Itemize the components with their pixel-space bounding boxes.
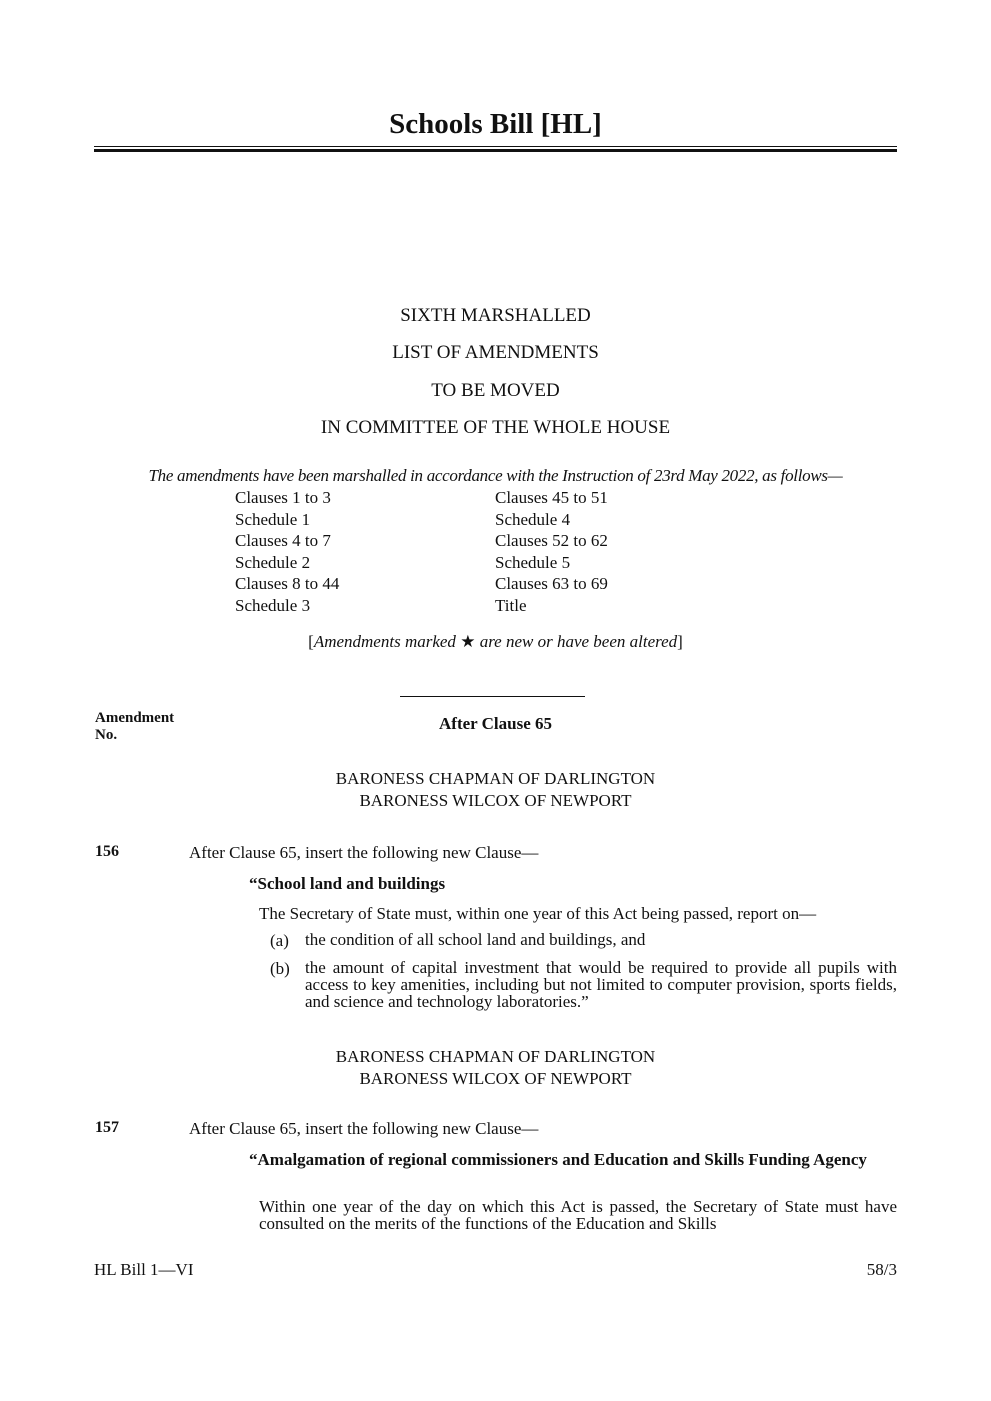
title-rule-thick [94, 149, 897, 152]
schedule-item: Schedule 5 [495, 552, 571, 572]
schedule-item: Schedule 1 [235, 509, 311, 529]
paragraph-label: (a) [270, 931, 289, 950]
paragraph-text: the amount of capital investment that would be required to provide all pupils with access to key amenities, including but not limited to computer provision, sports fields, and science and technology laboratories.” [305, 958, 897, 1011]
amendment-number: 156 [95, 843, 119, 860]
heading-line-4: IN COMMITTEE OF THE WHOLE HOUSE [320, 417, 671, 438]
heading-line-3: TO BE MOVED [431, 380, 560, 401]
new-clause-title: “Amalgamation of regional commissioners and Education and Skills Funding Agency [249, 1150, 867, 1169]
document-title: Schools Bill [HL] [389, 108, 602, 140]
schedule-item: Schedule 4 [495, 509, 571, 529]
schedule-list-left [235, 487, 339, 616]
new-clause-body: The Secretary of State must, within one year of this Act being passed, report on— [259, 904, 817, 923]
schedule-item: Schedule 3 [235, 595, 311, 615]
amendment-number: 157 [95, 1119, 119, 1136]
schedule-list-right [495, 487, 608, 616]
title-rule-thin [94, 146, 897, 147]
schedule-item: Clauses 45 to 51 [495, 488, 608, 507]
schedule-item: Clauses 52 to 62 [495, 531, 608, 550]
star-icon: ★ [460, 632, 476, 651]
schedule-item: Title [495, 595, 527, 615]
heading-line-2: LIST OF AMENDMENTS [392, 342, 599, 363]
page-reference: 58/3 [866, 1260, 897, 1279]
amendment-instruction: After Clause 65, insert the following new Clause— [189, 843, 539, 862]
sponsor-block: BARONESS CHAPMAN OF DARLINGTON BARONESS WILCOX OF NEWPORT [335, 1047, 656, 1088]
heading-line-1: SIXTH MARSHALLED [400, 305, 591, 326]
schedule-item: Clauses 4 to 7 [235, 531, 331, 550]
schedule-item: Clauses 63 to 69 [495, 574, 608, 593]
bill-reference: HL Bill 1—VI [94, 1260, 194, 1279]
amendment-number-column-label: Amendment No. [95, 710, 175, 743]
paragraph-label: (b) [270, 959, 290, 978]
section-divider [400, 696, 585, 697]
section-heading: After Clause 65 [439, 714, 552, 733]
new-clause-body: Within one year of the day on which this Act is passed, the Secretary of State must have consulted on the merits of the functions of the Education and Skills [259, 1197, 897, 1233]
schedule-item: Clauses 8 to 44 [235, 574, 340, 593]
amendment-instruction: After Clause 65, insert the following new Clause— [189, 1119, 539, 1138]
schedule-item: Schedule 2 [235, 552, 311, 572]
new-clause-title: “School land and buildings [249, 874, 446, 893]
paragraph-text: the condition of all school land and buildings, and [305, 930, 646, 949]
marshalling-intro: The amendments have been marshalled in accordance with the Instruction of 23rd May 2022, as follows— [148, 466, 843, 485]
amendment-note: [Amendments marked ★ are new or have been altered] [308, 632, 683, 651]
sponsor-block: BARONESS CHAPMAN OF DARLINGTON BARONESS WILCOX OF NEWPORT [335, 769, 656, 810]
schedule-item: Clauses 1 to 3 [235, 488, 331, 507]
